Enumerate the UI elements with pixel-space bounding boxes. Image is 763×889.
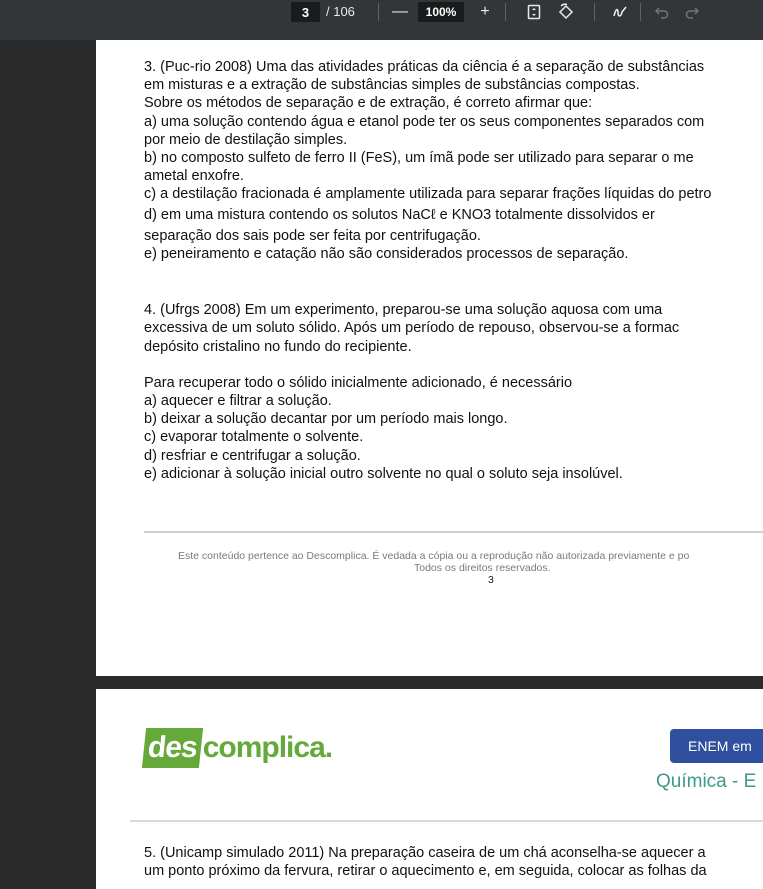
rights-text: Todos os direitos reservados. [414,562,551,574]
text-line: separação dos sais pode ser feita por centrifugação. [144,227,481,244]
zoom-out-button[interactable]: — [392,3,408,20]
subject-title: Química - E [656,771,757,792]
header-divider [130,820,763,822]
text-line: Para recuperar todo o sólido inicialmente adicionado, é necessário [144,374,573,391]
page-3-body [144,58,763,483]
text-line: d) em uma mistura contendo os solutos NaCℓ e KNO3 totalmente dissolvidos er [144,206,655,223]
text-line: a) aquecer e filtrar a solução. [144,393,332,410]
descomplica-logo [144,726,333,770]
text-line: 3. (Puc-rio 2008) Uma das atividades práticas da ciência é a separação de substâncias [144,59,705,75]
text-line: b) no composto sulfeto de ferro II (FeS), um ímã pode ser utilizado para separar o me [144,150,694,167]
text-line: e) adicionar à solução inicial outro solvente no qual o soluto seja insolúvel. [144,465,623,482]
fit-page-icon[interactable] [522,0,546,24]
toolbar-divider [640,3,641,21]
pdf-page-4 [96,689,763,889]
page-4-body [144,844,707,880]
text-line: a) uma solução contendo água e etanol pode ter os seus componentes separados com [144,113,705,130]
text-line: depósito cristalino no fundo do recipiente. [144,338,412,355]
zoom-in-button[interactable]: + [480,3,490,20]
toolbar-divider [505,3,506,21]
pdf-toolbar [0,0,763,40]
text-line: em misturas e a extração de substâncias simples de substâncias compostas. [144,77,640,94]
page-number-input[interactable]: 3 [291,2,320,22]
text-line: excessiva de um soluto sólido. Após um período de repouso, observou-se a formac [144,320,680,337]
annotate-icon[interactable] [609,0,633,24]
text-line: ametal enxofre. [144,168,244,185]
text-line: por meio de destilação simples. [144,131,348,148]
undo-icon[interactable] [650,0,674,24]
text-line: d) resfriar e centrifugar a solução. [144,447,361,464]
pdf-page-3 [96,40,763,676]
redo-icon[interactable] [680,0,704,24]
text-line: c) evaporar totalmente o solvente. [144,429,364,446]
footer-divider [144,531,763,533]
copyright-text: Este conteúdo pertence ao Descomplica. É vedada a cópia ou a reprodução não autorizada previamente e po [178,550,690,562]
text-line [144,263,763,281]
rotate-icon[interactable] [554,0,578,24]
logo-complica-text: complica [202,731,325,764]
toolbar-divider [378,3,379,21]
text-line: e) peneiramento e catação não são considerados processos de separação. [144,246,629,263]
text-line: Sobre os métodos de separação e de extração, é correto afirmar que: [144,95,593,112]
logo-dot: . [324,731,334,764]
text-line: b) deixar a solução decantar por um período mais longo. [144,411,508,428]
text-line [144,281,763,301]
zoom-level-input[interactable]: 100% [418,2,464,22]
text-line: um ponto próximo da fervura, retirar o aquecimento e, em seguida, colocar as folhas da [144,863,707,880]
page-total-label: / 106 [326,4,355,19]
enem-badge: ENEM em [670,729,763,763]
toolbar-divider [594,3,595,21]
copyright-footer [178,550,763,586]
text-line: 5. (Unicamp simulado 2011) Na preparação caseira de um chá aconselha-se aquecer a [144,845,706,861]
page-number-label: 3 [488,574,494,586]
text-line: 4. (Ufrgs 2008) Em um experimento, preparou-se uma solução aquosa com uma [144,302,663,319]
logo-des-mark: des [142,728,203,768]
text-line [144,356,763,374]
text-line: c) a destilação fracionada é amplamente utilizada para separar frações líquidas do petro [144,186,712,203]
